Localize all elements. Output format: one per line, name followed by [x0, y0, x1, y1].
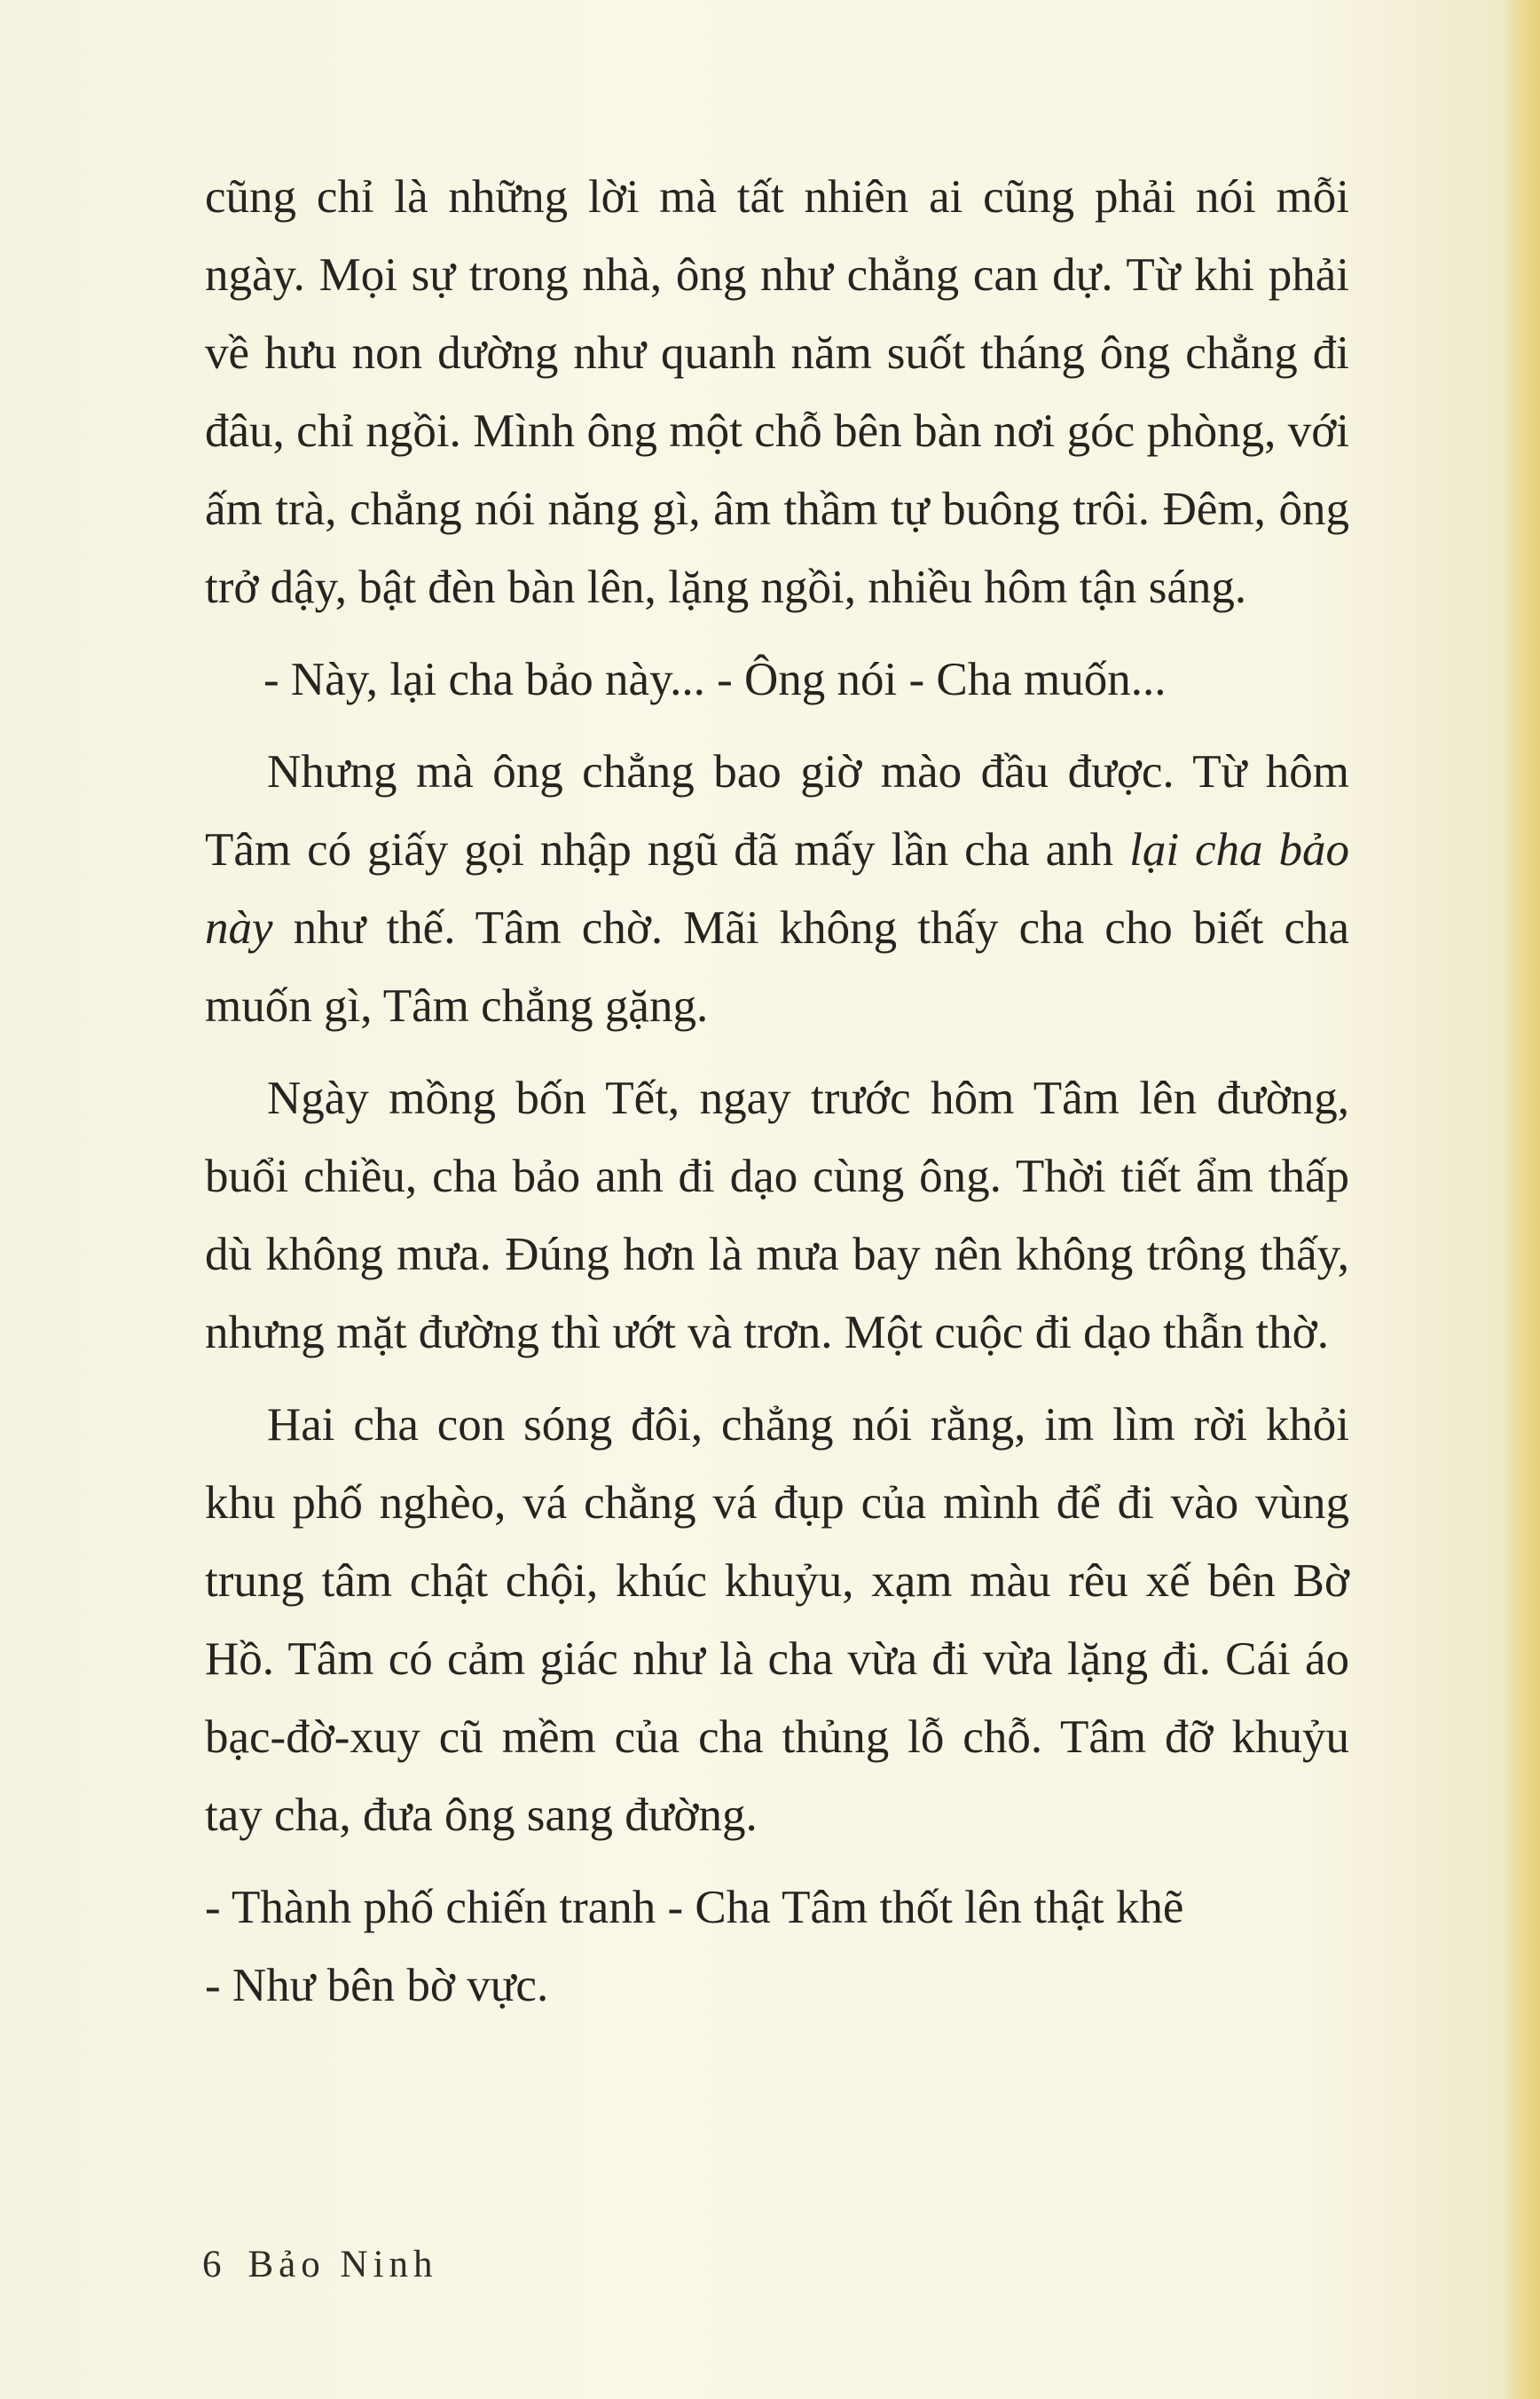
paragraph-3 — [205, 733, 1349, 1045]
page-edge-shadow — [1505, 0, 1540, 2399]
paragraph-5: Hai cha con sóng đôi, chẳng nói rằng, im lìm rời khỏi khu phố nghèo, vá chằng vá đụp của mình để đi vào vùng trung tâm chật chội, khúc khuỷu, xạm màu rêu xế bên Bờ Hồ. Tâm có cảm giác như là cha vừa đi vừa lặng đi. Cái áo bạc-đờ-xuy cũ mềm của cha thủng lỗ chỗ. Tâm đỡ khuỷu tay cha, đưa ông sang đường. — [205, 1399, 1349, 1841]
body-text — [205, 158, 1349, 2039]
paragraph-3-end: như thế. Tâm chờ. Mãi không thấy cha cho biết cha muốn gì, Tâm chẳng gặng. — [205, 902, 1349, 1032]
paragraph-3-italic: lại cha bảo này — [205, 824, 1349, 954]
paragraph-6-dialogue — [205, 1868, 1349, 2025]
paragraph-6-line-1: - Thành phố chiến tranh - Cha Tâm thốt lên thật khẽ — [205, 1882, 1184, 1933]
running-author: Bảo Ninh — [248, 2244, 438, 2285]
paragraph-6-line-2: - Như bên bờ vực. — [205, 1960, 549, 2011]
paragraph-4: Ngày mồng bốn Tết, ngay trước hôm Tâm lên đường, buổi chiều, cha bảo anh đi dạo cùng ông. Thời tiết ẩm thấp dù không mưa. Đúng hơn là mưa bay nên không trông thấy, nhưng mặt đường thì ướt và trơn. Một cuộc đi dạo thẫn thờ. — [205, 1073, 1349, 1358]
page-footer — [202, 2243, 438, 2286]
paragraph-2-dialogue: - Này, lại cha bảo này... - Ông nói - Cha muốn... — [263, 654, 1167, 705]
page-number: 6 — [202, 2244, 222, 2285]
paragraph-3-start: Nhưng mà ông chẳng bao giờ mào đầu được. Từ hôm Tâm có giấy gọi nhập ngũ đã mấy lần cha anh — [205, 746, 1349, 876]
paragraph-1: cũng chỉ là những lời mà tất nhiên ai cũng phải nói mỗi ngày. Mọi sự trong nhà, ông như chẳng can dự. Từ khi phải về hưu non dường như quanh năm suốt tháng ông chẳng đi đâu, chỉ ngồi. Mình ông một chỗ bên bàn nơi góc phòng, với ấm trà, chẳng nói năng gì, âm thầm tự buông trôi. Đêm, ông trở dậy, bật đèn bàn lên, lặng ngồi, nhiều hôm tận sáng. — [205, 171, 1349, 613]
